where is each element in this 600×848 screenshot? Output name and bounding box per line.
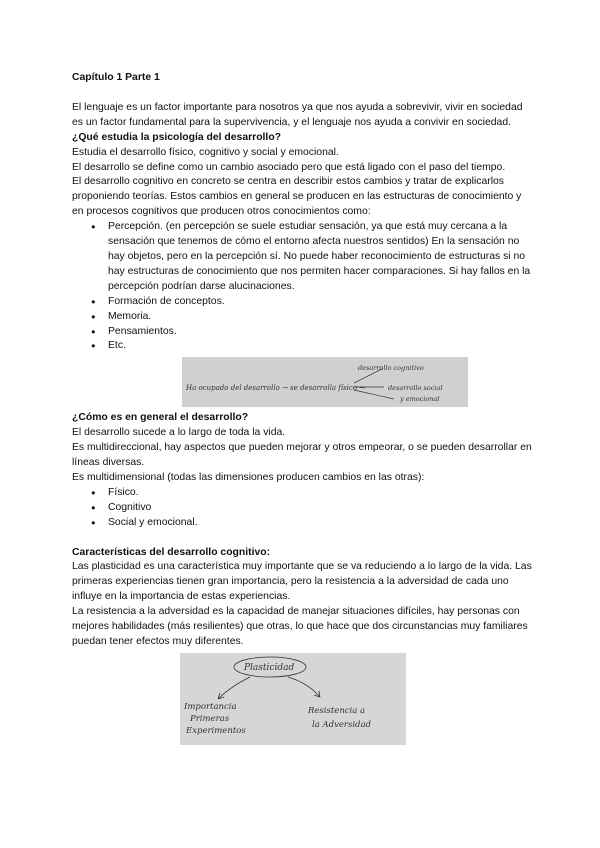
list-item: ● Formación de conceptos.: [108, 295, 532, 310]
section1-title: ¿Qué estudia la psicología del desarrollo?: [72, 131, 282, 143]
sketch2-right-line-2: la Adversidad: [312, 719, 371, 730]
section1-paragraph-2: El desarrollo se define como un cambio asociado pero que está ligado con el paso del tiempo.: [72, 161, 506, 173]
sketch1-bottom-text: y emocional: [400, 395, 440, 404]
sketch2-left-line-1: Importancia: [184, 701, 237, 712]
section2-paragraph-1: El desarrollo sucede a lo largo de toda la vida.: [72, 427, 286, 439]
section1-list: [72, 220, 532, 354]
sketch2-right-line-1: Resistencia a: [308, 705, 366, 716]
section3-title: Características del desarrollo cognitivo:: [72, 546, 271, 558]
handwritten-sketch-plasticity: [180, 653, 406, 745]
section1-paragraph-3: El desarrollo cognitivo en concreto se centra en describir estos cambios y tratar de explicarlos proponiendo teorías. Estos cambios en general se producen en las estructuras de conocimiento y en procesos cognitivos que producen otros conocimientos como:: [72, 176, 522, 218]
document-body: [72, 71, 532, 745]
section3-paragraph-1: Las plasticidad es una característica muy importante que se va reduciendo a lo largo de la vida. Las primeras experiencias tienen gran importancia, pero la resistencia a la adversidad de cada uno influye en la importancia de estas experiencias.: [72, 561, 532, 603]
list-item: ● Etc.: [108, 339, 532, 354]
section2-list: [72, 486, 532, 531]
list-item: ● Pensamientos.: [108, 325, 532, 340]
handwritten-sketch-development: [182, 357, 468, 407]
intro-paragraph: El lenguaje es un factor importante para nosotros ya que nos ayuda a sobrevivir, vivir en sociedad es un factor fundamental para la supervivencia, y el lenguaje nos ayuda a convivir en sociedad.: [72, 101, 523, 128]
section2-title: ¿Cómo es en general el desarrollo?: [72, 412, 249, 424]
section2-paragraph-3: Es multidimensional (todas las dimensiones producen cambios en las otras):: [72, 471, 425, 483]
list-item: ● Físico.: [108, 486, 532, 501]
sketch1-right-text: desarrollo social: [388, 384, 443, 393]
list-item: ● Percepción. (en percepción se suele estudiar sensación, ya que está muy cercana a la sensación que tenemos de cómo el entorno afecta nuestros sentidos) En la sensación no hay objetos, pero en la percepción sí. No puede haber reconocimiento de estructuras si no hay estructuras de conocimiento que nos permiten hacer comparaciones. Si hay fallos en la percepción podrían darse alucinaciones.: [108, 220, 532, 295]
sketch2-left-line-2: Primeras: [190, 713, 230, 724]
chapter-heading: Capítulo 1 Parte 1: [72, 72, 160, 83]
section3-paragraph-2: La resistencia a la adversidad es la capacidad de manejar situaciones difíciles, hay personas con mejores habilidades (más resilientes) que otras, lo que hace que dos circunstancias muy familiares puedan tener efectos muy diferentes.: [72, 606, 528, 647]
list-item: ● Social y emocional.: [108, 516, 532, 531]
sketch2-left-line-3: Experimentos: [186, 725, 246, 736]
section1-paragraph-1: Estudia el desarrollo físico, cognitivo y social y emocional.: [72, 146, 339, 158]
list-item: ● Memoria.: [108, 310, 532, 325]
sketch1-top-text: desarrollo cognitivo: [358, 364, 424, 373]
section2-paragraph-2: Es multidireccional, hay aspectos que pueden mejorar y otros empeorar, o se pueden desarrollar en líneas diversas.: [72, 442, 532, 469]
list-item: ● Cognitivo: [108, 501, 532, 516]
sketch2-center-text: Plasticidad: [244, 662, 295, 673]
sketch1-main-text: Ha ocupado del desarrollo → se desarrolla físico →: [186, 384, 366, 393]
